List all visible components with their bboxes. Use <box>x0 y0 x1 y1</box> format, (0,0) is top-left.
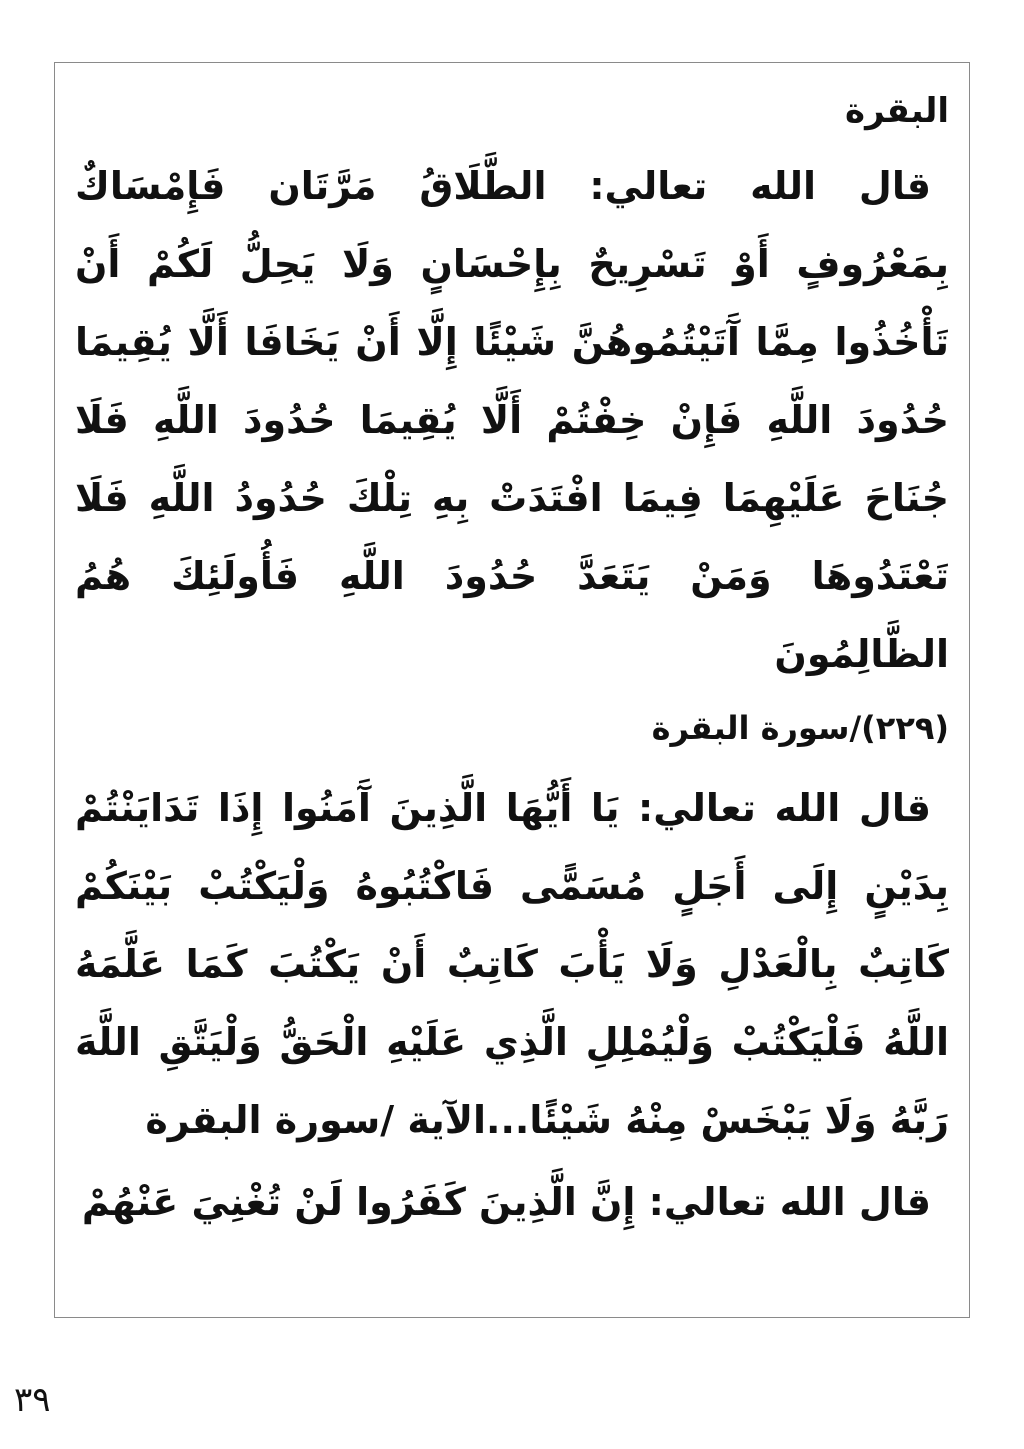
page-frame <box>54 62 970 1318</box>
verse-block-1 <box>75 147 949 763</box>
verse-text: قال الله تعالي: الطَّلَاقُ مَرَّتَان فَإِمْسَاكٌ بِمَعْرُوفٍ أَوْ تَسْرِيحٌ بِإِحْسَانٍ وَلَا يَحِلُّ لَكُمْ أَنْ تَأْخُذُوا مِمَّا آَتَيْتُمُوهُنَّ شَيْئًا إِلَّا أَنْ يَخَافَا أَلَّا يُقِيمَا حُدُودَ اللَّهِ فَإِنْ خِفْتُمْ أَلَّا يُقِيمَا حُدُودَ اللَّهِ فَلَا جُنَاحَ عَلَيْهِمَا فِيمَا افْتَدَتْ بِهِ تِلْكَ حُدُودُ اللَّهِ فَلَا تَعْتَدُوهَا وَمَنْ يَتَعَدَّ حُدُودَ اللَّهِ فَأُولَئِكَ هُمُ الظَّالِمُونَ <box>75 164 949 676</box>
verse-reference: (٢٢٩)/سورة البقرة <box>651 709 949 747</box>
verse-block-2 <box>75 769 949 1159</box>
verse-text: قال الله تعالي: إِنَّ الَّذِينَ كَفَرُوا لَنْ تُغْنِيَ عَنْهُمْ <box>81 1180 931 1224</box>
page-content <box>75 81 949 1317</box>
verse-block-3 <box>75 1163 949 1241</box>
verse-text: قال الله تعالي: يَا أَيُّهَا الَّذِينَ آَمَنُوا إِذَا تَدَايَنْتُمْ بِدَيْنٍ إِلَى أَجَلٍ مُسَمًّى فَاكْتُبُوهُ وَلْيَكْتُبْ بَيْنَكُمْ كَاتِبٌ بِالْعَدْلِ وَلَا يَأْبَ كَاتِبٌ أَنْ يَكْتُبَ كَمَا عَلَّمَهُ اللَّهُ فَلْيَكْتُبْ وَلْيُمْلِلِ الَّذِي عَلَيْهِ الْحَقُّ وَلْيَتَّقِ اللَّهَ رَبَّهُ وَلَا يَبْخَسْ مِنْهُ شَيْئًا...الآية /سورة البقرة <box>75 786 949 1142</box>
surah-heading: البقرة <box>845 91 949 131</box>
page-number: ٣٩ <box>14 1380 51 1420</box>
